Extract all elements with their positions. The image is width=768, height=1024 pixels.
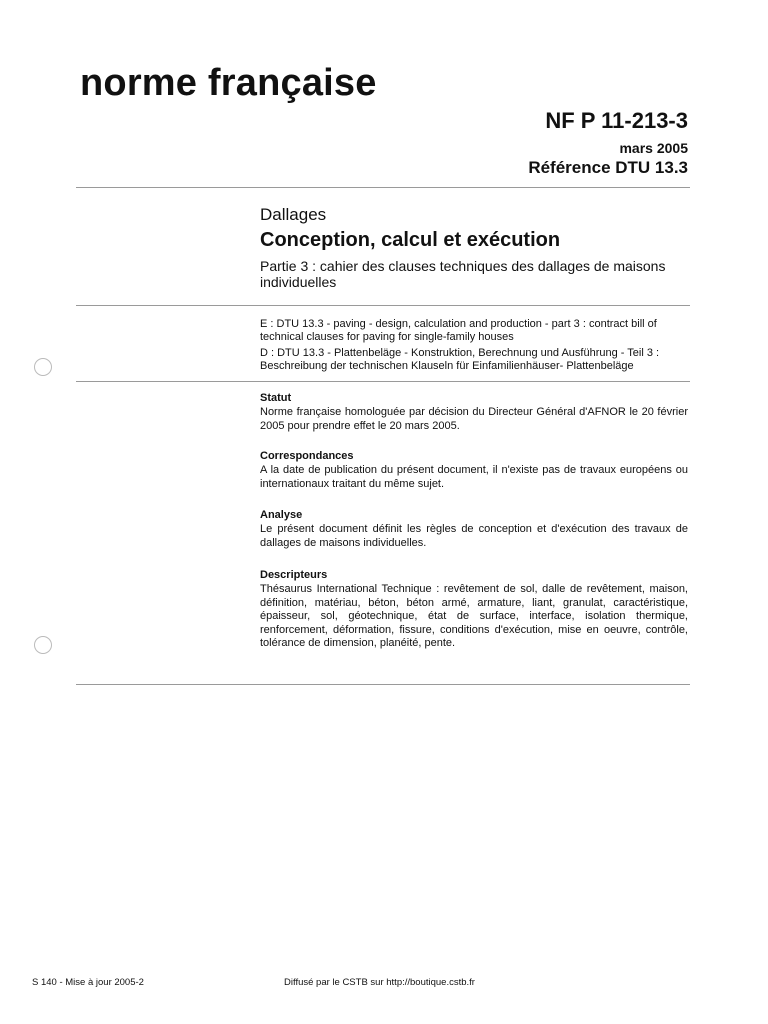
statut-heading: Statut — [260, 392, 292, 404]
correspondances-text: A la date de publication du présent document, il n'existe pas de travaux européens ou internationaux traitant du même sujet. — [260, 464, 688, 490]
analyse-heading: Analyse — [260, 509, 303, 521]
punch-hole-mark — [34, 358, 52, 376]
statut-text: Norme française homologuée par décision du Directeur Général d'AFNOR le 20 février 2005 pour prendre effet le 20 mars 2005. — [260, 406, 688, 432]
divider — [76, 187, 690, 188]
divider — [76, 684, 690, 685]
footer-distribution: Diffusé par le CSTB sur http://boutique.cstb.fr — [284, 977, 475, 988]
document-title: norme française — [80, 62, 377, 104]
german-title: D : DTU 13.3 - Plattenbeläge - Konstruktion, Berechnung und Ausführung - Teil 3 : Beschreibung der technischen Klauseln für Einfamilienhäuser- Plattenbeläge — [260, 347, 660, 372]
footer-edition: S 140 - Mise à jour 2005-2 — [32, 977, 144, 988]
descripteurs-heading: Descripteurs — [260, 569, 328, 581]
divider — [76, 381, 690, 382]
correspondances-heading: Correspondances — [260, 450, 354, 462]
standard-reference: Référence DTU 13.3 — [528, 158, 688, 177]
divider — [76, 305, 690, 306]
subject-part: Partie 3 : cahier des clauses techniques des dallages de maisons individuelles — [260, 258, 666, 290]
standard-date: mars 2005 — [619, 140, 688, 156]
subject-category: Dallages — [260, 205, 327, 224]
analyse-text: Le présent document définit les règles de conception et d'exécution des travaux de dallages de maisons individuelles. — [260, 523, 688, 549]
english-title: E : DTU 13.3 - paving - design, calculation and production - part 3 : contract bill of technical clauses for paving for single-family houses — [260, 318, 657, 343]
descripteurs-text: Thésaurus International Technique : revêtement de sol, dalle de revêtement, maison, définition, matériau, béton, béton armé, armature, liant, granulat, caractéristique, épaisseur, sol, géotechnique, état de surface, interface, isolation thermique, renforcement, déformation, fissure, conditions d'exécution, mise en oeuvre, contrôle, tolérance de dimension, planéité, pente. — [260, 583, 688, 649]
standard-number: NF P 11-213-3 — [545, 108, 688, 133]
subject-title: Conception, calcul et exécution — [260, 229, 561, 251]
punch-hole-mark — [34, 636, 52, 654]
